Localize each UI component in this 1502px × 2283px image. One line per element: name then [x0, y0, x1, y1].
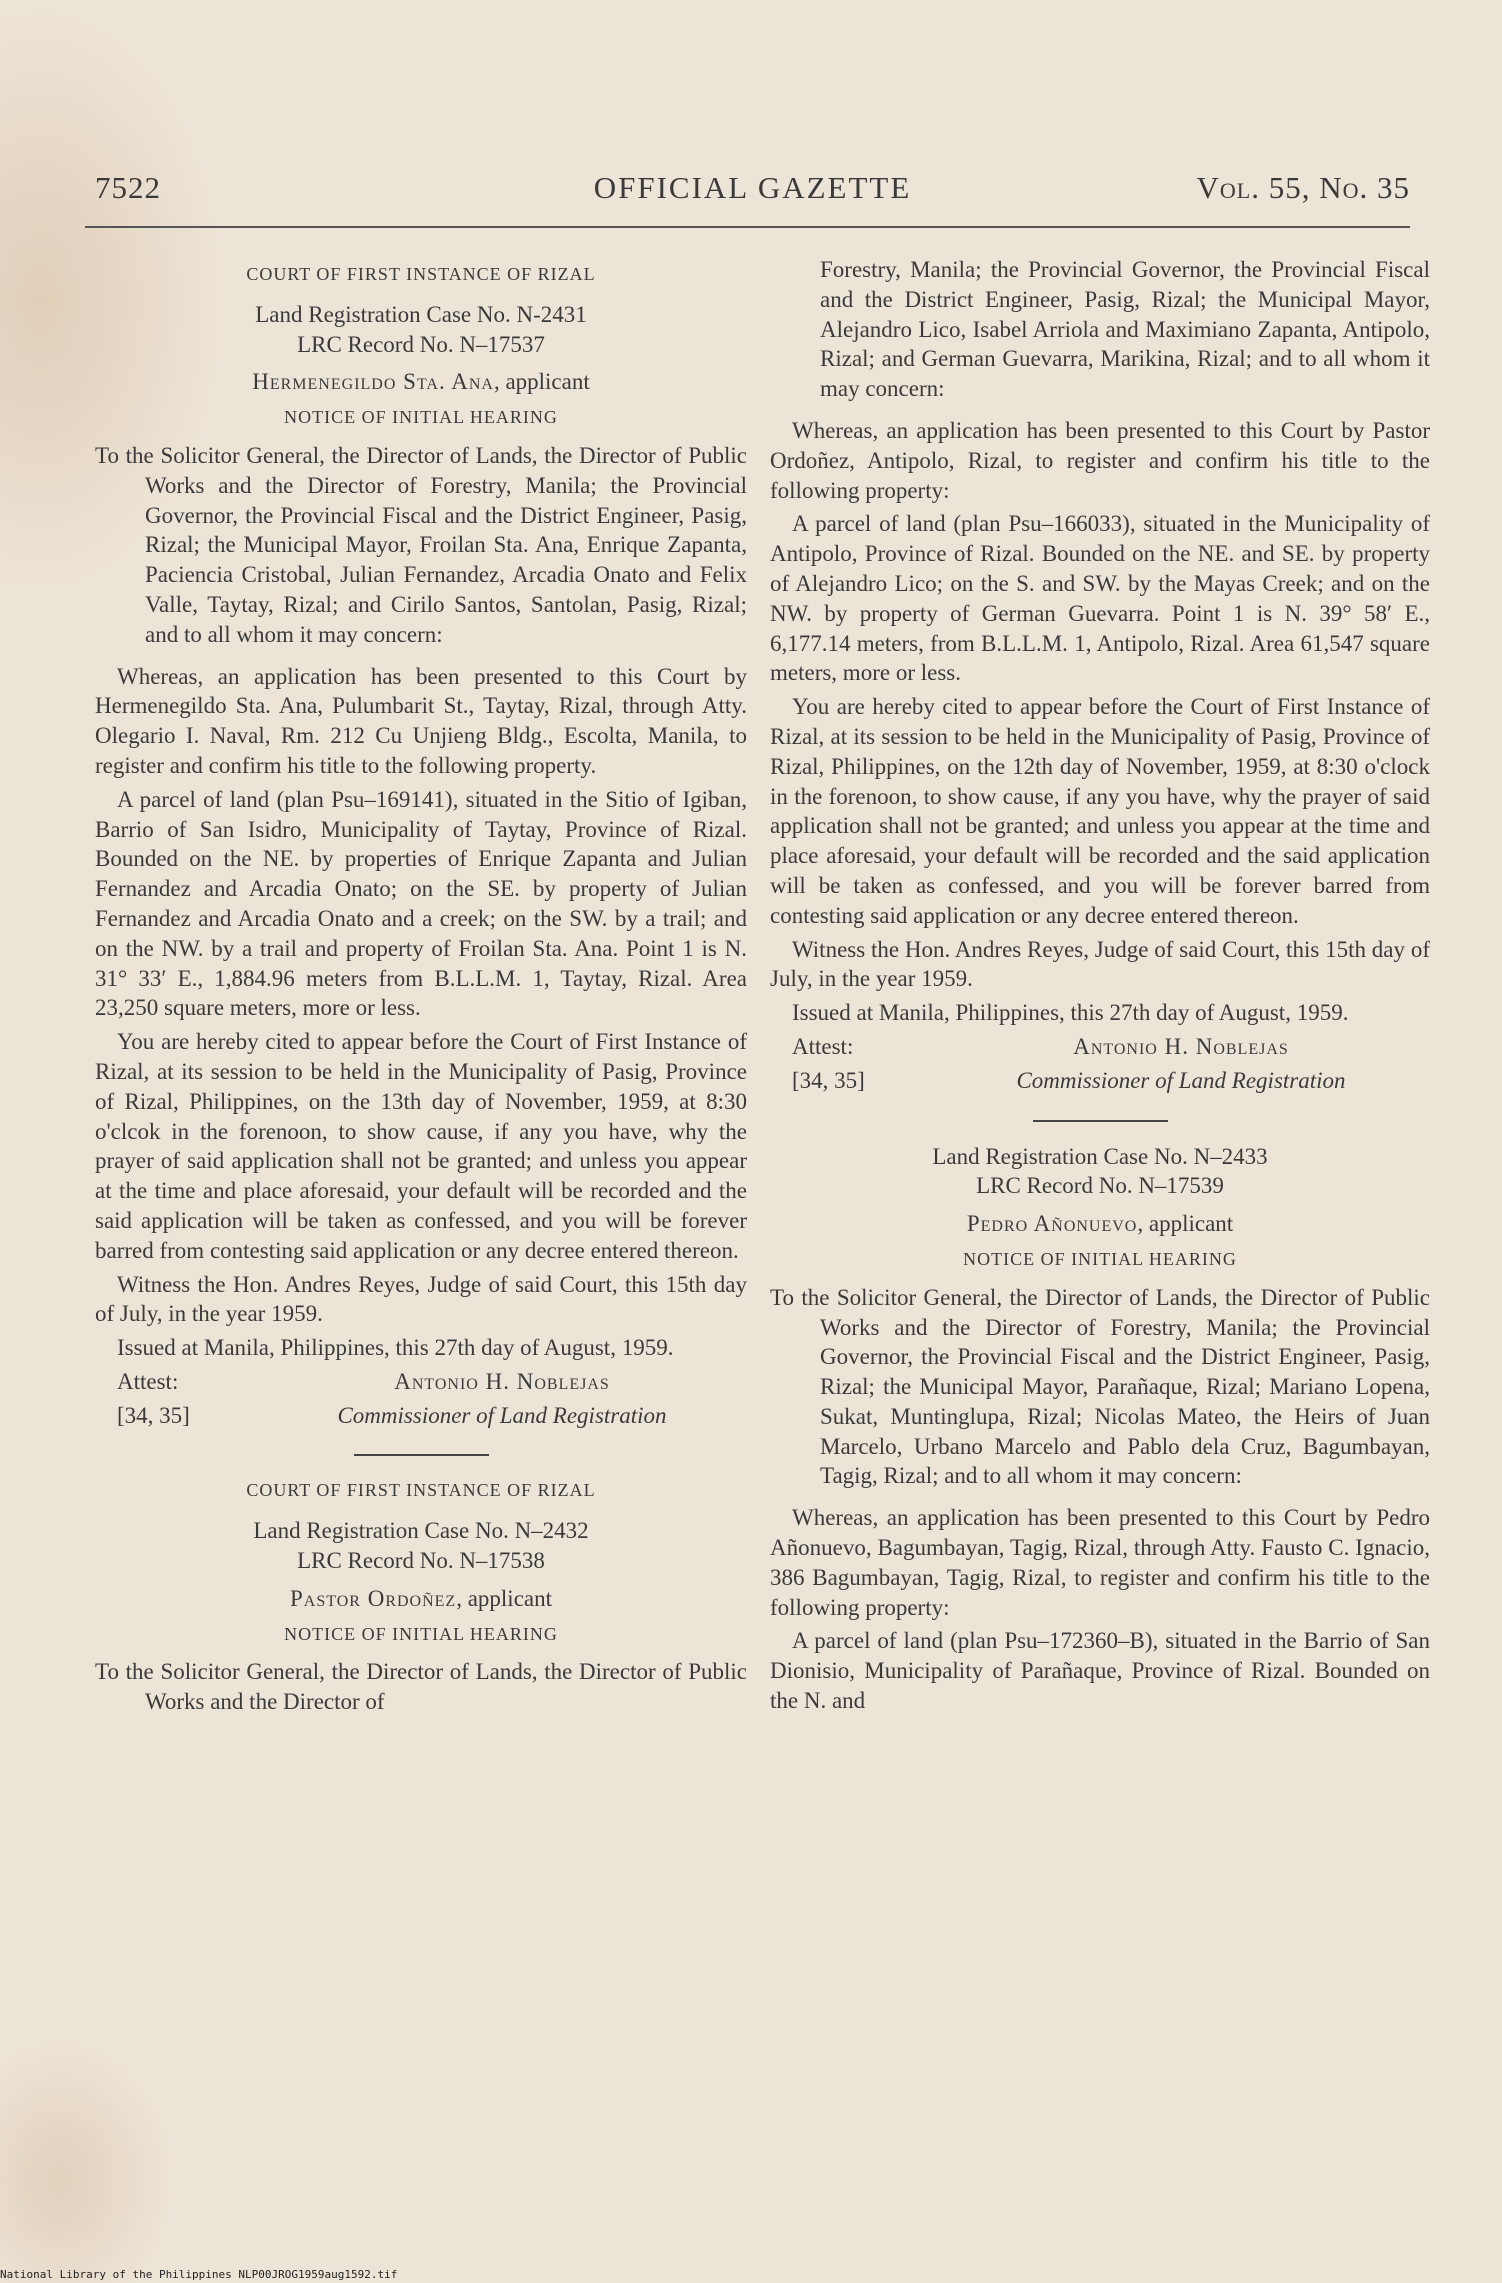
notice3-case-number: Land Registration Case No. N–2433 — [932, 1143, 1268, 1169]
notice1-applicant-suffix: , applicant — [493, 369, 590, 395]
notice2-commissioner: Commissioner of Land Registration — [1016, 1067, 1346, 1093]
notice1-signature — [95, 1401, 747, 1431]
volume-number: Vol. 55, No. 35 — [1196, 170, 1410, 205]
notice1-whereas: Whereas, an application has been presented to this Court by Hermenegildo Sta. Ana, Pulumbarit St., Taytay, Rizal, through Atty. Olegario I. Naval, Rm. 212 Cu Unjieng Bldg., Escolta, Manila, to register and confirm his title to the following property. — [95, 663, 747, 778]
notice3-lrc-record: LRC Record No. N–17539 — [976, 1173, 1224, 1199]
notice3-whereas: Whereas, an application has been presented to this Court by Pedro Añonuevo, Bagumbayan, Tagig, Rizal, through Atty. Fausto C. Ignacio, 386 Bagumbayan, Tagig, Rizal, to register and confirm his title to the following property: — [770, 1505, 1430, 1620]
notice1-addressees: To the Solicitor General, the Director of Lands, the Director of Public Works and the Director of Forestry, Manila; the Provincial Governor, the Provincial Fiscal and the District Engineer, Pasig, Rizal; the Municipal Mayor, Froilan Sta. Ana, Enrique Zapanta, Paciencia Cristobal, Julian Fernandez, Arcadia Onato and Felix Valle, Taytay, Rizal; and Cirilo Santos, Santolan, Pasig, Rizal; and to all whom it may concern: — [95, 442, 747, 647]
notice1-attest-name: Antonio H. Noblejas — [394, 1368, 610, 1394]
notice1-applicant-name: Hermenegildo Sta. Ana — [252, 369, 494, 395]
notice3-applicant-name: Pedro Añonuevo — [966, 1211, 1138, 1237]
notice1-citation: You are hereby cited to appear before the Court of First Instance of Rizal, at its session to be held in the Municipality of Pasig, Province of Rizal, Philippines, on the 13th day of November, 1959, at 8:30 o'clcok in the forenoon, to show cause, if any you have, why the prayer of said application shall not be granted; and unless you appear at the time and place aforesaid, your default will be recorded and the said application will be taken as confessed, and you will be forever barred from contesting said application or any decree entered thereon. — [95, 1029, 747, 1263]
notice1-issue-ref: [34, 35] — [117, 1402, 190, 1428]
notice2-witness: Witness the Hon. Andres Reyes, Judge of said Court, this 15th day of July, in the year 1959. — [770, 936, 1430, 992]
notice2-case-number: Land Registration Case No. N–2432 — [253, 1518, 589, 1544]
notice2-court: COURT OF FIRST INSTANCE OF RIZAL — [246, 1480, 596, 1501]
notice2-issued: Issued at Manila, Philippines, this 27th day of August, 1959. — [792, 1000, 1349, 1026]
notice1-witness: Witness the Hon. Andres Reyes, Judge of said Court, this 15th day of July, in the year 1959. — [95, 1271, 747, 1327]
notice1-issued: Issued at Manila, Philippines, this 27th day of August, 1959. — [117, 1335, 674, 1361]
notice2-attest-name: Antonio H. Noblejas — [1073, 1033, 1289, 1059]
notice2-attest — [770, 1032, 1430, 1062]
notice1-title: NOTICE OF INITIAL HEARING — [284, 407, 558, 428]
header-rule — [85, 226, 1410, 228]
notice3-parcel: A parcel of land (plan Psu–172360–B), situated in the Barrio of San Dionisio, Municipality of Parañaque, Province of Rizal. Bounded on the N. and — [770, 1628, 1430, 1714]
notice1-court: COURT OF FIRST INSTANCE OF RIZAL — [246, 264, 596, 284]
notice1-parcel: A parcel of land (plan Psu–169141), situated in the Sitio of Igiban, Barrio of San Isidro, Municipality of Taytay, Province of Rizal. Bounded on the NE. by properties of Enrique Zapanta and Julian Fernandez and Arcadia Onato; on the SE. by property of Julian Fernandez and Arcadia Onato and a creek; on the SW. by a trail; and on the NW. by a trail and property of Froilan Sta. Ana. Point 1 is N. 31° 33′ E., 1,884.96 meters from B.L.L.M. 1, Taytay, Rizal. Area 23,250 square meters, more or less. — [95, 786, 747, 1021]
notice3-applicant-suffix: , applicant — [1137, 1211, 1234, 1237]
right-column — [770, 255, 1430, 1720]
notice1-attest — [95, 1367, 747, 1397]
notice3-title: NOTICE OF INITIAL HEARING — [963, 1248, 1237, 1269]
notice2-applicant-name: Pastor Ordoñez — [290, 1585, 457, 1611]
notice2-title: NOTICE OF INITIAL HEARING — [284, 1623, 558, 1644]
notice2-signature — [770, 1066, 1430, 1096]
page-number: 7522 — [95, 170, 161, 205]
notice1-lrc-record: LRC Record No. N–17537 — [297, 331, 545, 357]
notice2-whereas: Whereas, an application has been presented to this Court by Pastor Ordoñez, Antipolo, Rizal, to register and confirm his title to the following property: — [770, 417, 1430, 503]
notice2-issue-ref: [34, 35] — [792, 1067, 865, 1093]
notice3-addressees: To the Solicitor General, the Director of Lands, the Director of Public Works and the Director of Forestry, Manila; the Provincial Governor, the Provincial Fiscal and the District Engineer, Pasig, Rizal; the Municipal Mayor, Parañaque, Rizal; Mariano Lopena, Sukat, Muntinglupa, Rizal; Nicolas Mateo, the Heirs of Juan Marcelo, Urbano Marcelo and Pablo dela Cruz, Bagumbayan, Tagig, Rizal; and to all whom it may concern: — [770, 1284, 1430, 1489]
notice-separator — [354, 1454, 489, 1456]
notice2-citation: You are hereby cited to appear before the Court of First Instance of Rizal, at its session to be held in the Municipality of Pasig, Province of Rizal, Philippines, on the 12th day of November, 1959, at 8:30 o'clock in the forenoon, to show cause, if any you have, why the prayer of said application shall not be granted; and unless you appear at the time and place aforesaid, your default will be recorded and the said application will be taken as confessed, and you will be forever barred from contesting said application or any decree entered thereon. — [770, 694, 1430, 928]
page-header — [95, 170, 1410, 214]
scan-source-footer: National Library of the Philippines NLP00JROG1959aug1592.tif — [0, 2268, 398, 2281]
notice2-parcel: A parcel of land (plan Psu–166033), situated in the Municipality of Antipolo, Province of Rizal. Bounded on the NE. and SE. by property of Alejandro Lico; on the S. and SW. by the Mayas Creek; and on the NW. by property of German Guevarra. Point 1 is N. 39° 58′ E., 6,177.14 meters, from B.L.L.M. 1, Antipolo, Rizal. Area 61,547 square meters, more or less. — [770, 511, 1430, 686]
notice2-addressees-start: To the Solicitor General, the Director of Lands, the Director of Public Works and the Director of — [95, 1659, 747, 1715]
notice1-case-number: Land Registration Case No. N-2431 — [255, 301, 587, 327]
notice1-commissioner: Commissioner of Land Registration — [337, 1402, 667, 1428]
notice3-applicant — [770, 1209, 1430, 1239]
left-column — [95, 256, 747, 1729]
notice1-attest-label: Attest: — [117, 1368, 179, 1394]
notice2-applicant-suffix: , applicant — [456, 1585, 552, 1611]
notice1-applicant — [95, 367, 747, 397]
notice2-attest-label: Attest: — [792, 1033, 854, 1059]
notice2-applicant — [95, 1584, 747, 1614]
publication-title: OFFICIAL GAZETTE — [593, 170, 912, 205]
notice2-addressees-continued: Forestry, Manila; the Provincial Governor, the Provincial Fiscal and the District Engineer, Pasig, Rizal; the Municipal Mayor, Alejandro Lico, Isabel Arriola and Maximiano Zapanta, Antipolo, Rizal; and German Guevarra, Marikina, Rizal; and to all whom it may concern: — [820, 257, 1430, 402]
notice-separator — [1033, 1120, 1168, 1122]
notice2-lrc-record: LRC Record No. N–17538 — [297, 1548, 545, 1574]
